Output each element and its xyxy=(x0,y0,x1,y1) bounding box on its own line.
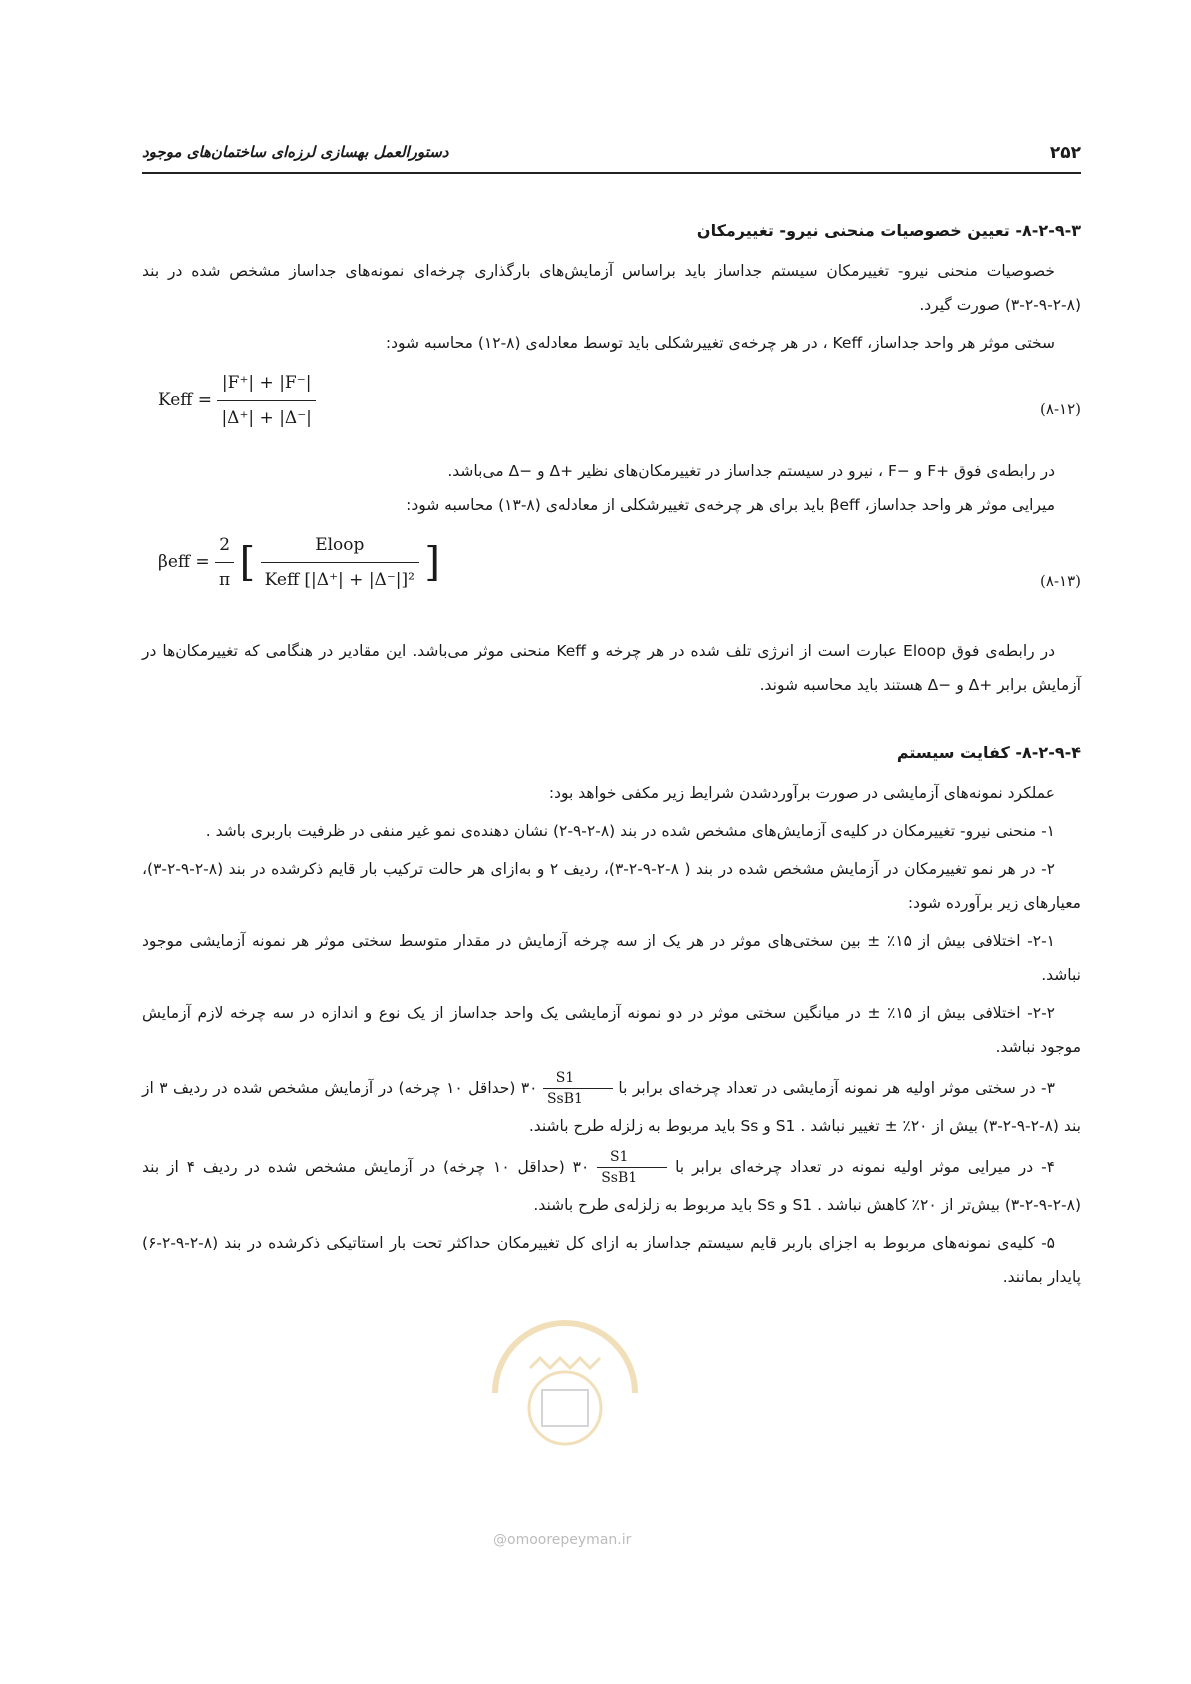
paragraph-keff: سختی موثر هر واحد جداساز، Keff ، در هر چرخه‌ی تغییرشکلی باید توسط معادله‌ی (۸-۱۲) محاسبه شود: xyxy=(385,334,1055,352)
page-number: ۲۵۲ xyxy=(1049,143,1081,163)
equation-12-number: (۸-۱۲) xyxy=(1040,400,1081,418)
list-item-3-frac-num: S1 xyxy=(543,1068,613,1089)
page-header xyxy=(142,143,1081,165)
list-item-1: ۱- منحنی نیرو- تغییرمکان در کلیه‌ی آزمایش‌های مشخص شده در بند (۸-۲-۹-۲) نشان دهنده‌ی نمو غیر منفی در ظرفیت باربری باشد . xyxy=(205,822,1055,840)
equation-13-numerator: Eloop xyxy=(261,528,419,563)
list-item-3-text-a: ۳- در سختی موثر اولیه هر نمونه آزمایشی در تعداد چرخه‌ای برابر با xyxy=(618,1079,1055,1097)
list-item-4-frac-num: S1 xyxy=(597,1147,667,1168)
equation-13-bracket-close: ] xyxy=(424,539,440,586)
paragraph-properties: خصوصیات منحنی نیرو- تغییرمکان سیستم جداساز باید براساس آزمایش‌های بارگذاری چرخه‌ای نمونه‌های جداساز مشخص شده در بند (۸-۲-۹-۲-۳) صورت گیرد. xyxy=(142,262,1081,314)
equation-12-numerator: |F⁺| + |F⁻| xyxy=(217,366,315,401)
list-item-4-text-a: ۴- در میرایی موثر اولیه نمونه در تعداد چرخه‌ای برابر با xyxy=(675,1158,1055,1176)
paragraph-force-definition: در رابطه‌ی فوق +F و −F ، نیرو در سیستم جداساز در تغییرمکان‌های نظیر +Δ و −Δ می‌باشد. xyxy=(447,462,1055,480)
equation-12-fraction xyxy=(217,366,315,435)
page-body xyxy=(142,214,1081,1294)
equation-13-denominator: Keff [|Δ⁺| + |Δ⁻|]² xyxy=(264,570,415,590)
list-item-2-2: ۲-۲- اختلافی بیش از ۱۵٪ ± در میانگین سختی موثر در دو نمونه آزمایشی یک واحد جداساز از یک نوع و اندازه در سه چرخه لازم آزمایش موجود نباشد. xyxy=(142,1004,1081,1056)
list-item-2: ۲- در هر نمو تغییرمکان در آزمایش مشخص شده در بند ( ۸-۲-۹-۲-۳)، ردیف ۲ و به‌ازای هر حالت ترکیب بار قایم ذکرشده در بند (۸-۲-۹-۲-۳)، معیارهای زیر برآورده شود: xyxy=(142,860,1081,912)
equation-13-fraction xyxy=(261,528,419,597)
equation-13-lhs: βeff = xyxy=(158,552,210,572)
paragraph-eloop: در رابطه‌ی فوق Eloop عبارت است از انرژی تلف شده در هر چرخه و Keff منحنی موثر می‌باشد. این مقادیر در هنگامی که تغییرمکان‌ها در آزمایش برابر +Δ و −Δ هستند باید محاسبه شوند. xyxy=(142,642,1081,694)
section-heading-adequacy: ۸-۲-۹-۴- کفایت سیستم xyxy=(896,743,1081,762)
list-item-3-text-b: ۳۰ (حداقل ۱۰ چرخه) در آزمایش مشخص شده در ردیف ۳ از بند (۸-۲-۹-۲-۳) بیش از ۲۰٪ ± تغییر نباشد . S1 و Ss باید مربوط به زلزله طرح باشند. xyxy=(142,1079,1081,1135)
equation-13-bracket-open: [ xyxy=(239,539,256,586)
list-item-4-frac-den: SsB1 xyxy=(601,1170,638,1186)
equation-13-coefficient xyxy=(215,528,234,597)
paragraph-adequacy-intro: عملکرد نمونه‌های آزمایشی در صورت برآوردشدن شرایط زیر مکفی خواهد بود: xyxy=(548,784,1055,802)
equation-13-coef-numerator: 2 xyxy=(215,528,234,563)
header-rule xyxy=(142,172,1081,174)
list-item-4-fraction xyxy=(597,1147,667,1188)
equation-12 xyxy=(142,366,1081,448)
list-item-5: ۵- کلیه‌ی نمونه‌های مربوط به اجزای باربر قایم سیستم جداساز به ازای کل تغییرمکان حداکثر تحت بار استاتیکی ذکرشده در بند (۸-۲-۹-۲-۶) پایدار بمانند. xyxy=(142,1234,1081,1286)
equation-13 xyxy=(142,528,1081,628)
equation-12-body xyxy=(158,366,316,435)
equation-13-body xyxy=(158,528,440,597)
list-item-4 xyxy=(142,1147,1081,1222)
watermark-url: @omoorepeyman.ir xyxy=(493,1532,632,1548)
equation-13-number: (۸-۱۳) xyxy=(1040,572,1081,590)
list-item-3 xyxy=(142,1068,1081,1143)
section-heading-force-displacement: ۸-۲-۹-۳- تعیین خصوصیات منحنی نیرو- تغییرمکان xyxy=(696,221,1081,240)
equation-12-denominator: |Δ⁺| + |Δ⁻| xyxy=(221,408,312,428)
equation-13-coef-denominator: π xyxy=(219,570,231,590)
paragraph-beta: میرایی موثر هر واحد جداساز، βeff باید برای هر چرخه‌ی تغییرشکلی از معادله‌ی (۸-۱۳) محاسبه شود: xyxy=(406,496,1055,514)
list-item-3-frac-den: SsB1 xyxy=(546,1091,583,1107)
list-item-2-1: ۲-۱- اختلافی بیش از ۱۵٪ ± بین سختی‌های موثر در هر یک از سه چرخه آزمایش در مقدار متوسط سختی موثر هر نمونه آزمایشی موجود نباشد. xyxy=(142,932,1081,984)
watermark-logo-icon xyxy=(470,1318,660,1458)
equation-12-lhs: Keff = xyxy=(158,390,213,410)
running-title: دستورالعمل بهسازی لرزه‌ای ساختمان‌های موجود xyxy=(142,143,449,161)
list-item-4-text-b: ۳۰ (حداقل ۱۰ چرخه) در آزمایش مشخص شده در ردیف ۴ از بند (۸-۲-۹-۲-۳) بیش‌تر از ۲۰٪ کاهش نباشد . S1 و Ss باید مربوط به زلزله‌ی طرح باشند. xyxy=(142,1158,1081,1214)
list-item-3-fraction xyxy=(543,1068,613,1109)
